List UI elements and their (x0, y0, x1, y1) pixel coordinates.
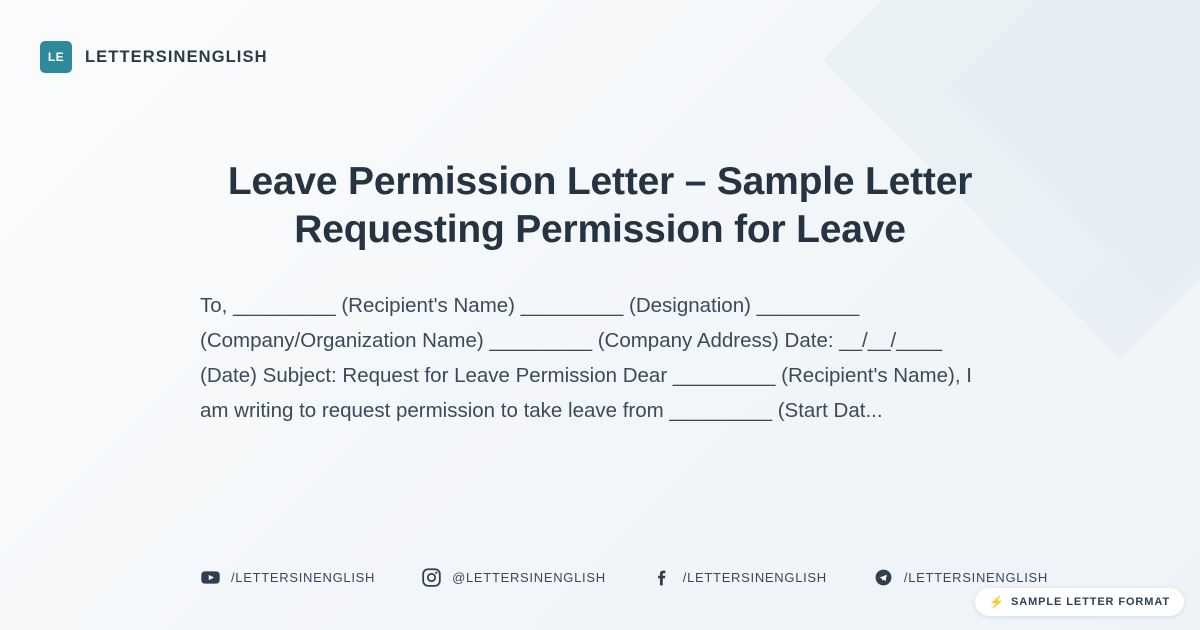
social-label-instagram: @LETTERSINENGLISH (452, 570, 606, 585)
brand-logo[interactable] (40, 41, 268, 73)
article-excerpt: To, _________ (Recipient's Name) _________ (Designation) _________ (Company/Organization Name) _________ (Company Address) Date: __/__/____ (Date) Subject: Request for Leave Permission Dear _________ (Recipient's Name), I am writing to request permission to take leave from _________ (Start Dat... (200, 294, 972, 422)
status-badge (975, 588, 1184, 616)
youtube-icon (200, 567, 221, 588)
social-label-youtube: /LETTERSINENGLISH (231, 570, 376, 585)
bolt-icon: ⚡ (989, 595, 1005, 609)
social-link-youtube[interactable] (200, 567, 375, 588)
brand-mark-icon: LE (40, 41, 72, 73)
social-link-facebook[interactable] (652, 567, 827, 588)
social-links (200, 567, 1048, 588)
instagram-icon (421, 567, 442, 588)
main-content (200, 158, 1000, 428)
badge-label: SAMPLE LETTER FORMAT (1011, 596, 1170, 608)
page-title: Leave Permission Letter – Sample Letter Requesting Permission for Leave (227, 160, 973, 251)
social-label-telegram: /LETTERSINENGLISH (903, 570, 1049, 585)
telegram-icon (873, 567, 894, 588)
social-link-telegram[interactable] (873, 567, 1048, 588)
social-label-facebook: /LETTERSINENGLISH (682, 570, 827, 585)
brand-name: LETTERSINENGLISH (85, 47, 268, 66)
facebook-icon (652, 567, 673, 588)
social-link-instagram[interactable] (421, 567, 606, 588)
